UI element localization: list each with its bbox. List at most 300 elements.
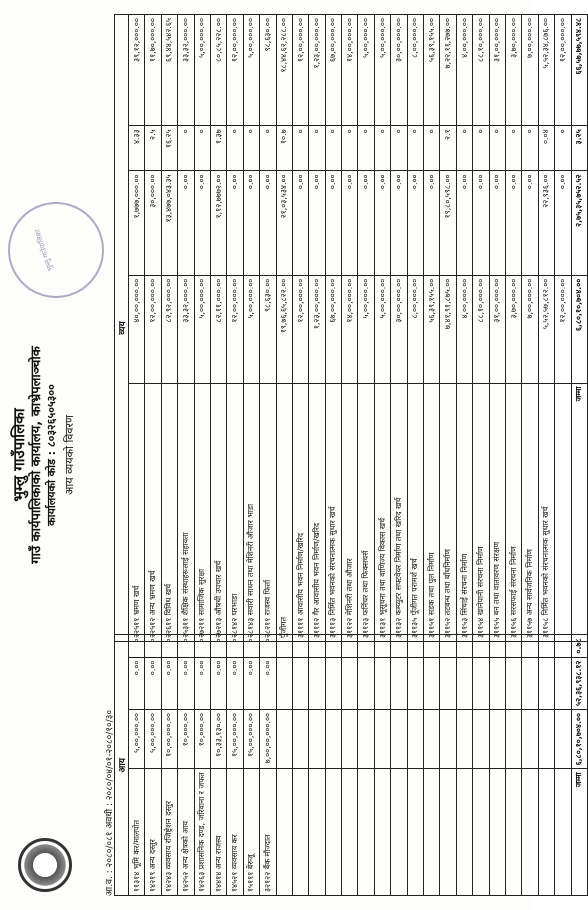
- expense-actual: २१,०३,५३४.००: [276, 171, 292, 275]
- empty-cell: [473, 769, 489, 896]
- expense-budget: ६७,००,०००.००: [325, 275, 341, 383]
- income-percent: ०: [243, 635, 259, 657]
- income-head: ३२१२२ बैंक मौज्दात: [260, 769, 276, 896]
- expense-budget: १२,००,०००.००: [145, 275, 161, 383]
- expense-head: ३१११२ गैर आवासीय भवन निर्माण/खरिद: [309, 383, 325, 641]
- income-percent: ०: [178, 635, 194, 657]
- empty-cell: [358, 709, 374, 768]
- expense-budget: ३१,००,०००.००: [489, 275, 505, 383]
- expense-remaining: ३०,००,०००.००: [391, 15, 407, 126]
- expense-remaining: ११,७०,०००.००: [145, 15, 161, 126]
- expense-percent: १.३७: [210, 126, 226, 171]
- expense-actual: ०.००: [374, 171, 390, 275]
- empty-cell: [374, 657, 390, 709]
- income-head: १४२५२ अन्य क्षेत्रको आय: [178, 769, 194, 896]
- expense-total-label: जम्मा: [571, 383, 587, 641]
- empty-cell: [538, 709, 554, 768]
- empty-cell: [342, 769, 358, 896]
- expense-head: २८१४३ सवारी साधन तथा मेशिनरी औजार भाडा: [243, 383, 259, 641]
- expense-budget: ८८,१०,०००.००: [473, 275, 489, 383]
- empty-cell: [309, 709, 325, 768]
- empty-cell: [555, 709, 571, 768]
- table-row: [129, 15, 145, 642]
- expense-percent: ०: [178, 126, 194, 171]
- table-row: [473, 15, 489, 642]
- header-title: भुम्लु गाउँपालिका: [10, 408, 28, 502]
- income-actual: ०.००: [178, 657, 194, 709]
- expense-head: ३११५८ निर्मित भवनको संरचनात्मक सुधार खर्च: [538, 383, 554, 641]
- expense-actual: ०.००: [260, 171, 276, 275]
- expense-percent: ०: [456, 126, 472, 171]
- empty-cell: [473, 709, 489, 768]
- expense-budget: ५,००,०००.००: [374, 275, 390, 383]
- empty-row: [505, 635, 521, 896]
- income-head: १५१११ बेरुजू: [243, 769, 259, 896]
- expense-percent: ०: [194, 126, 210, 171]
- expense-head: २५३११ शैक्षिक संस्थाहरूलाई सहायता: [178, 383, 194, 641]
- office-stamp: भुम्लु गाउँपालिका: [8, 202, 104, 298]
- empty-cell: [342, 657, 358, 709]
- empty-row: [538, 635, 554, 896]
- empty-row: [292, 635, 308, 896]
- table-row: [194, 635, 210, 896]
- income-percent: ०: [227, 635, 243, 657]
- table-row: [358, 15, 374, 642]
- expense-actual: ०.००: [391, 171, 407, 275]
- table-row: [424, 15, 440, 642]
- empty-cell: [522, 769, 538, 896]
- empty-cell: [391, 769, 407, 896]
- expense-remaining: १२,००,०००.००: [227, 15, 243, 126]
- income-actual: ०.००: [161, 657, 177, 709]
- expense-remaining: १२,००,०००.००: [292, 15, 308, 126]
- empty-cell: [342, 709, 358, 768]
- empty-cell: [407, 709, 423, 768]
- expense-head: ३१११३ निर्मित भवनको संरचनात्मक सुधार खर्च: [325, 383, 341, 641]
- expense-actual: ०.००: [407, 171, 423, 275]
- expense-head: ३११३१ भूसूचना तथा वाणिज्य विकास खर्च: [374, 383, 390, 641]
- expense-percent: १६.२५: [161, 126, 177, 171]
- expense-head: ३११५७ अन्य सार्वजनिक निर्माण: [522, 383, 538, 641]
- expense-actual: ०.००: [505, 171, 521, 275]
- expense-remaining: ८८,१०,०००.००: [473, 15, 489, 126]
- income-total-budget: ६,८०,१०,७०४.००: [571, 709, 587, 768]
- income-percent: ०: [145, 635, 161, 657]
- empty-cell: [309, 769, 325, 896]
- empty-cell: [424, 657, 440, 709]
- expense-actual: ०.००: [227, 171, 243, 275]
- expense-remaining: ५,००,०००.००: [194, 15, 210, 126]
- expense-head: ३११२३ फर्निचर तथा फिक्सचर्स: [358, 383, 374, 641]
- expense-remaining: ३१,००,०००.००: [489, 15, 505, 126]
- income-budget: १०,३३,१३०.००: [210, 709, 226, 768]
- expense-remaining: ८,००,०००.००: [407, 15, 423, 126]
- expense-actual: ०.००: [325, 171, 341, 275]
- expense-total-actual: २,७५,३५,७५२.५२: [571, 171, 587, 275]
- empty-row: [276, 635, 292, 896]
- expense-budget: ५,००,०००.००: [358, 275, 374, 383]
- empty-cell: [440, 657, 456, 709]
- table-row: [194, 15, 210, 642]
- expense-total-budget: ६,८०,१०,७०४.००: [571, 275, 587, 383]
- income-head: ११३१४ भूमि कर/मालपोत: [129, 769, 145, 896]
- income-percent: ०: [129, 635, 145, 657]
- expense-percent: ०: [292, 126, 308, 171]
- expense-actual: ०.००: [456, 171, 472, 275]
- expense-actual: १३,४७७,०४३.३५: [161, 171, 177, 275]
- expense-head: २८१४२ घरभाडा: [227, 383, 243, 641]
- income-actual: ०.००: [145, 657, 161, 709]
- expense-head: ३११५५ बन तथा वातावरण संरक्षण: [489, 383, 505, 641]
- expense-head: ३११५२ तटबन्ध तथा बाँधनिर्माण: [440, 383, 456, 641]
- expense-remaining: १२,००,०००.००: [555, 15, 571, 126]
- expense-budget: १२,००,०००.००: [227, 275, 243, 383]
- table-row: [555, 15, 571, 642]
- expense-remaining: ७,२२,११,२७७.००: [440, 15, 456, 126]
- income-head: १४२४३ व्यवसाय रजिष्ट्रेशन दस्तुर: [161, 769, 177, 896]
- table-row: [440, 15, 456, 642]
- expense-budget: ३,७०,०००.००: [505, 275, 521, 383]
- expense-budget: ५,००,०००.००: [194, 275, 210, 383]
- report-header: [10, 0, 77, 910]
- income-total-actual: ५२,३६,९३८.१२: [571, 657, 587, 709]
- expense-remaining: ५६,३९,१५५.००: [424, 15, 440, 126]
- expense-head: ३११५४ खानेपानी संरचना निर्माण: [473, 383, 489, 641]
- expense-remaining: ४,००,०००.००: [456, 15, 472, 126]
- expense-budget: ४,००,०००.००: [456, 275, 472, 383]
- table-row: [374, 15, 390, 642]
- expense-remaining: ७,००,०००.००: [522, 15, 538, 126]
- expense-head: ३११११ आवासीय भवन निर्माण/खरिद: [292, 383, 308, 641]
- income-actual: ०.००: [227, 657, 243, 709]
- income-budget: ५,००,०००.००: [129, 709, 145, 768]
- expense-actual: ०.००: [358, 171, 374, 275]
- empty-row: [555, 635, 571, 896]
- table-row: [342, 15, 358, 642]
- expense-head: २२५११ भ्रमण खर्च: [129, 383, 145, 641]
- expense-budget: ४०,००,०००.००: [129, 275, 145, 383]
- header-code: कार्यालयको कोड : ८०३२६५०५३००: [45, 384, 58, 526]
- empty-cell: [292, 769, 308, 896]
- expense-remaining: ६९,४४,५४२.६५: [161, 15, 177, 126]
- table-row: [522, 15, 538, 642]
- expense-percent: ०: [325, 126, 341, 171]
- empty-cell: [325, 657, 341, 709]
- table-row: [178, 15, 194, 642]
- expense-table: [114, 14, 588, 642]
- empty-cell: [473, 657, 489, 709]
- expense-actual: ०.००: [243, 171, 259, 275]
- expense-actual: ०.००: [555, 171, 571, 275]
- empty-cell: [391, 709, 407, 768]
- table-row: [243, 15, 259, 642]
- expense-head: ३११३२ कम्प्युटर सफ्टवेयर निर्माण तथा खरिद खर्च: [391, 383, 407, 641]
- empty-row: [473, 635, 489, 896]
- table-row: [145, 635, 161, 896]
- expense-head: २७२१३ औषधी उपचार खर्च: [210, 383, 226, 641]
- expense-budget: १२,००,०००.००: [555, 275, 571, 383]
- empty-cell: [407, 657, 423, 709]
- empty-row: [391, 635, 407, 896]
- empty-row: [407, 635, 423, 896]
- expense-head: २२६११ विविध खर्च: [161, 383, 177, 641]
- empty-cell: [292, 657, 308, 709]
- expense-remaining: ८०,८५,२२८.००: [210, 15, 226, 126]
- income-percent: ०: [161, 635, 177, 657]
- income-head: १४४१४ अन्य राजस्व: [210, 769, 226, 896]
- expense-percent: ०: [391, 126, 407, 171]
- table-row: [227, 15, 243, 642]
- expense-actual: १,७७७,०००.००: [129, 171, 145, 275]
- expense-remaining: ६७,००,०००.००: [325, 15, 341, 126]
- table-row: [391, 15, 407, 642]
- income-total-label: जम्मा: [571, 769, 587, 896]
- table-row: [489, 15, 505, 642]
- income-actual: ०.००: [129, 657, 145, 709]
- expense-head: २७२११ सामाजिक सुरक्षा: [194, 383, 210, 641]
- expense-actual: ०.००: [194, 171, 210, 275]
- empty-row: [358, 635, 374, 896]
- expense-head: ३११२२ मेशिनरी तथा औजार: [342, 383, 358, 641]
- empty-row: [456, 635, 472, 896]
- empty-row: [325, 635, 341, 896]
- expense-percent: ०.०४: [538, 126, 554, 171]
- table-row: [538, 15, 554, 642]
- income-budget: ७,००,००,०००.००: [260, 709, 276, 768]
- expense-remaining: ५,००,०००.००: [374, 15, 390, 126]
- table-row: [129, 635, 145, 896]
- income-head: १४२१९ अन्य दस्तुर: [145, 769, 161, 896]
- expense-head: २२५१२ अन्य भ्रमण खर्च: [145, 383, 161, 641]
- expense-remaining: ३९,१२,०००.००: [129, 15, 145, 126]
- income-head: १४५२१ व्यवसाय कर: [227, 769, 243, 896]
- expense-percent: ०: [407, 126, 423, 171]
- empty-row: [522, 635, 538, 896]
- expense-budget: ८२,११,०००.००: [210, 275, 226, 383]
- table-row: [210, 15, 226, 642]
- table-row: [227, 635, 243, 896]
- empty-row: [489, 635, 505, 896]
- expense-budget: ५,००,०००.००: [243, 275, 259, 383]
- empty-cell: [276, 709, 292, 768]
- empty-cell: [489, 709, 505, 768]
- empty-cell: [407, 769, 423, 896]
- income-head: १४२६३ प्रशासनिक दण्ड, जरिवाना र जफत: [194, 769, 210, 896]
- expense-budget: ८२,९२,०००.००: [161, 275, 177, 383]
- expense-head: ३११५१ सडक तथा पुल निर्माण: [424, 383, 440, 641]
- expense-actual: ०.००: [178, 171, 194, 275]
- expense-budget: १४,००,०००.००: [342, 275, 358, 383]
- empty-cell: [489, 657, 505, 709]
- expense-head: पुँजीगत: [276, 383, 292, 641]
- expense-actual: ०.००: [309, 171, 325, 275]
- expense-percent: ०: [522, 126, 538, 171]
- expense-actual: १९,८०,५९८.००: [440, 171, 456, 275]
- expense-actual: ०.००: [522, 171, 538, 275]
- expense-percent: २.१: [440, 126, 456, 171]
- expense-percent: ०: [260, 126, 276, 171]
- expense-remaining: १८,४४,६२,२८८.००: [276, 15, 292, 126]
- expense-percent: ०: [489, 126, 505, 171]
- expense-percent: ०: [243, 126, 259, 171]
- expense-budget: ३०,००,०००.००: [391, 275, 407, 383]
- header-office: गाउँ कार्यपालिकाको कार्यालय, काभ्रेपलाञ्चोक: [28, 346, 44, 564]
- empty-cell: [440, 709, 456, 768]
- expense-budget: १९,७६,६५,८२२.००: [276, 275, 292, 383]
- expense-budget: ५,५२,५७,८१२.००: [538, 275, 554, 383]
- empty-cell: [358, 657, 374, 709]
- expense-percent: ०: [358, 126, 374, 171]
- empty-cell: [555, 657, 571, 709]
- expense-head: [555, 383, 571, 641]
- header-subtitle: आय व्ययको विवरण: [62, 415, 76, 495]
- income-budget: १०,०००.००: [178, 709, 194, 768]
- expense-percent: ०: [555, 126, 571, 171]
- table-row: [178, 635, 194, 896]
- empty-cell: [374, 769, 390, 896]
- expense-percent: ०: [227, 126, 243, 171]
- empty-cell: [538, 657, 554, 709]
- expense-percent: ०: [342, 126, 358, 171]
- expense-actual: ३०,०००.००: [145, 171, 161, 275]
- empty-cell: [456, 769, 472, 896]
- income-percent: ०: [210, 635, 226, 657]
- expense-budget: ७,००,०००.००: [522, 275, 538, 383]
- income-actual: ०.००: [243, 657, 259, 709]
- expense-budget: ८,००,०००.००: [407, 275, 423, 383]
- income-actual: ०.००: [260, 657, 276, 709]
- table-row: [161, 15, 177, 642]
- empty-cell: [440, 769, 456, 896]
- table-row: [210, 635, 226, 896]
- income-rows: [129, 635, 588, 896]
- income-budget: १५,००,०००.००: [243, 709, 259, 768]
- expense-total-percent: ३.२५: [571, 126, 587, 171]
- income-percent: ०: [194, 635, 210, 657]
- expense-budget: ३३,३२,०००.००: [178, 275, 194, 383]
- expense-percent: २.५: [145, 126, 161, 171]
- expense-percent: ०: [424, 126, 440, 171]
- income-actual: ०.००: [210, 657, 226, 709]
- expense-actual: ०.००: [342, 171, 358, 275]
- expense-budget: ९८,६३०.००: [260, 275, 276, 383]
- expense-rows: [129, 15, 588, 642]
- income-budget: १०,०००.००: [194, 709, 210, 768]
- empty-cell: [358, 769, 374, 896]
- table-row: [260, 15, 276, 642]
- empty-row: [424, 635, 440, 896]
- expense-actual: १,१२,७७७२.००: [210, 171, 226, 275]
- empty-cell: [522, 709, 538, 768]
- empty-cell: [505, 657, 521, 709]
- empty-cell: [325, 769, 341, 896]
- table-row: [325, 15, 341, 642]
- expense-head: ३११३५ पूँजीगत परामर्श खर्च: [407, 383, 423, 641]
- empty-cell: [489, 769, 505, 896]
- income-total-row: [571, 635, 587, 896]
- expense-remaining: १,२३,००,०००.००: [309, 15, 325, 126]
- expense-actual: २२,९३६.००: [538, 171, 554, 275]
- expense-actual: ०.००: [292, 171, 308, 275]
- expense-total-row: [571, 15, 587, 642]
- empty-cell: [456, 709, 472, 768]
- expense-budget: १२,००,०००.००: [292, 275, 308, 383]
- empty-cell: [325, 709, 341, 768]
- empty-cell: [374, 709, 390, 768]
- empty-cell: [276, 657, 292, 709]
- expense-budget: ७,४१,९१,८७५.००: [440, 275, 456, 383]
- fiscal-year: आ.व. : २०८०/०८१ अवधी : २०८०/०४/०१-२०८०/१०/३०: [105, 709, 115, 896]
- expense-percent: ०: [309, 126, 325, 171]
- empty-cell: [456, 657, 472, 709]
- expense-actual: ०.००: [473, 171, 489, 275]
- empty-cell: [276, 769, 292, 896]
- expense-percent: १०.७: [276, 126, 292, 171]
- expense-head: ३११५६ सरसफाई संरचना निर्माण: [505, 383, 521, 641]
- expense-title: व्यय: [115, 15, 129, 642]
- empty-cell: [522, 657, 538, 709]
- table-row: [145, 15, 161, 642]
- table-row: [407, 15, 423, 642]
- empty-row: [309, 635, 325, 896]
- income-budget: ५,००,०००.००: [145, 709, 161, 768]
- expense-remaining: ५,००,०००.००: [243, 15, 259, 126]
- income-title: आय: [115, 635, 129, 896]
- expense-budget: १,२३,००,०००.००: [309, 275, 325, 383]
- expense-percent: ४.३३: [129, 126, 145, 171]
- income-actual: ०.००: [194, 657, 210, 709]
- empty-cell: [292, 709, 308, 768]
- empty-cell: [505, 769, 521, 896]
- empty-cell: [538, 769, 554, 896]
- income-total-percent: ०.७८: [571, 635, 587, 657]
- table-row: [276, 15, 292, 642]
- income-table: [114, 634, 588, 896]
- expense-remaining: ५,००,०००.००: [358, 15, 374, 126]
- expense-remaining: ३,७०,०००.००: [505, 15, 521, 126]
- expense-percent: ०: [505, 126, 521, 171]
- empty-cell: [424, 769, 440, 896]
- expense-budget: ५६,३९,१५५.००: [424, 275, 440, 383]
- empty-cell: [505, 709, 521, 768]
- table-row: [505, 15, 521, 642]
- income-percent: ०: [260, 635, 276, 657]
- expense-percent: ०: [374, 126, 390, 171]
- income-budget: १०,००,०००.००: [161, 709, 177, 768]
- expense-head: २८२११ राजस्व फिर्ता: [260, 383, 276, 641]
- expense-remaining: ५,५२,३४,८७६.००: [538, 15, 554, 126]
- expense-actual: ०.००: [424, 171, 440, 275]
- expense-head: ३११५३ सिंचाई संरचना निर्माण: [456, 383, 472, 641]
- table-row: [161, 635, 177, 896]
- expense-actual: ०.००: [489, 171, 505, 275]
- expense-total-remaining: ६६,५७,७७,५९४.४८: [571, 15, 587, 126]
- table-row: [243, 635, 259, 896]
- expense-percent: ०: [473, 126, 489, 171]
- expense-remaining: १४,००,०००.००: [342, 15, 358, 126]
- empty-row: [374, 635, 390, 896]
- table-row: [456, 15, 472, 642]
- table-row: [309, 15, 325, 642]
- empty-row: [342, 635, 358, 896]
- expense-remaining: ९८,६३०.००: [260, 15, 276, 126]
- empty-cell: [309, 657, 325, 709]
- empty-cell: [555, 769, 571, 896]
- income-budget: १५,००,०००.००: [227, 709, 243, 768]
- empty-row: [440, 635, 456, 896]
- table-row: [260, 635, 276, 896]
- empty-cell: [424, 709, 440, 768]
